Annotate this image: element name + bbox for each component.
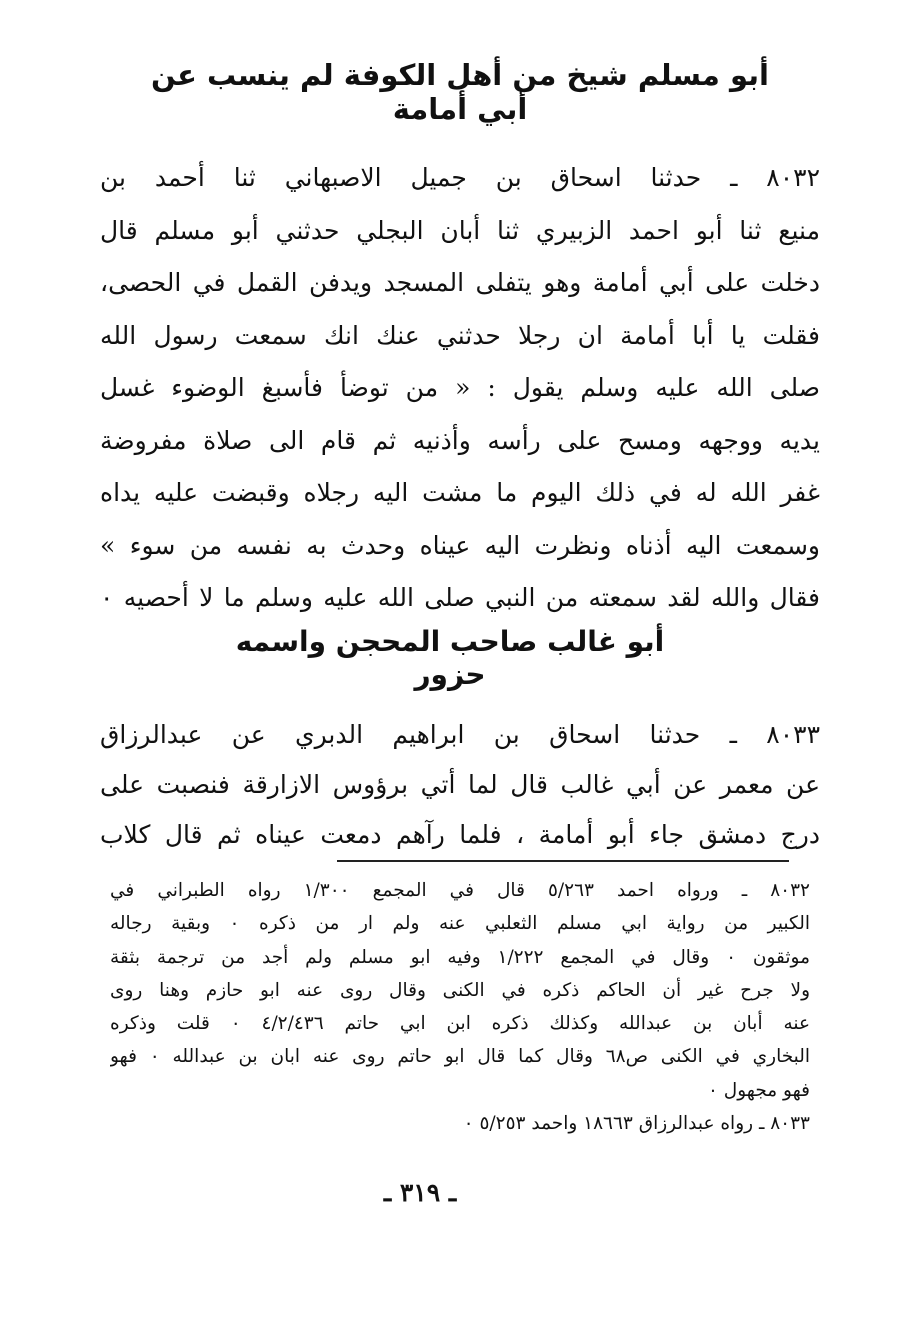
text-line: ٨٠٣٣ ـ حدثنا اسحاق بن ابراهيم الدبري عن عبدالرزاق bbox=[100, 720, 820, 749]
footnote-divider bbox=[337, 860, 789, 862]
text-line: فقلت يا أبا أمامة ان رجلا حدثني عنك انك سمعت رسول الله bbox=[100, 320, 820, 350]
text-line: درج دمشق جاء أبو أمامة ، فلما رآهم دمعت عيناه ثم قال كلاب bbox=[100, 820, 820, 849]
text-line: صلى الله عليه وسلم يقول : « من توضأ فأسبغ الوضوء غسل bbox=[100, 373, 820, 402]
text-line: فقال والله لقد سمعته من النبي صلى الله عليه وسلم ما لا أحصيه ٠ bbox=[100, 583, 820, 612]
footnote-line: موثقون ٠ وقال في المجمع ١/٢٢٢ وفيه ابو مسلم ولم أجد من ترجمة بثقة bbox=[110, 946, 810, 968]
section-title-abu-muslim: أبو مسلم شيخ من أهل الكوفة لم ينسب عن أبي أمامة bbox=[151, 58, 769, 126]
footnote-line: ٨٠٣٣ ـ رواه عبدالرزاق ١٨٦٦٣ واحمد ٥/٢٥٣ ٠ bbox=[463, 1113, 810, 1135]
footnotes bbox=[110, 874, 810, 1140]
text-line: عن معمر عن أبي غالب قال لما أتي برؤوس الازارقة فنصبت على bbox=[100, 770, 820, 799]
text-line: يديه ووجهه ومسح على رأسه وأذنيه ثم قام الى صلاة مفروضة bbox=[100, 425, 820, 455]
page-number: ـ ٣١٩ ـ bbox=[383, 1178, 457, 1207]
footnote-line: الكبير من رواية ابي مسلم الثعلبي عنه ولم ار من ذكره ٠ وبقية رجاله bbox=[110, 913, 810, 935]
section-title-abu-ghalib: أبو غالب صاحب المحجن واسمه حزور bbox=[235, 625, 665, 691]
text-line: غفر الله له في ذلك اليوم ما مشت اليه رجلاه وقبضت عليه يداه bbox=[100, 478, 820, 507]
text-line: وسمعت اليه أذناه ونظرت اليه عيناه وحدث به نفسه من سوء » bbox=[100, 530, 820, 560]
text-line: ٨٠٣٢ ـ حدثنا اسحاق بن جميل الاصبهاني ثنا أحمد بن bbox=[100, 163, 820, 192]
hadith-8033-text bbox=[100, 710, 820, 860]
text-line: منيع ثنا أبو احمد الزبيري ثنا أبان البجلي حدثني أبو مسلم قال bbox=[100, 215, 820, 245]
footnote-line: عنه أبان بن عبدالله وكذلك ذكره ابن ابي حاتم ٤/٢/٤٣٦ ٠ قلت وذكره bbox=[110, 1013, 810, 1035]
footnote-line: ٨٠٣٢ ـ ورواه احمد ٥/٢٦٣ قال في المجمع ١/٣٠٠ رواه الطبراني في bbox=[110, 880, 810, 901]
hadith-8032-text bbox=[100, 152, 820, 625]
text-line: دخلت على أبي أمامة وهو يتفلى المسجد ويدفن القمل في الحصى، bbox=[100, 268, 820, 297]
footnote-line: فهو مجهول ٠ bbox=[707, 1079, 810, 1101]
footnote-line: ولا جرح غير أن الحاكم ذكره في الكنى وقال روى عنه ابو حازم وهنا روى bbox=[110, 979, 810, 1001]
footnote-line: البخاري في الكنى ص٦٨ وقال كما قال ابو حاتم روى عنه ابان بن عبدالله ٠ فهو bbox=[110, 1046, 810, 1068]
